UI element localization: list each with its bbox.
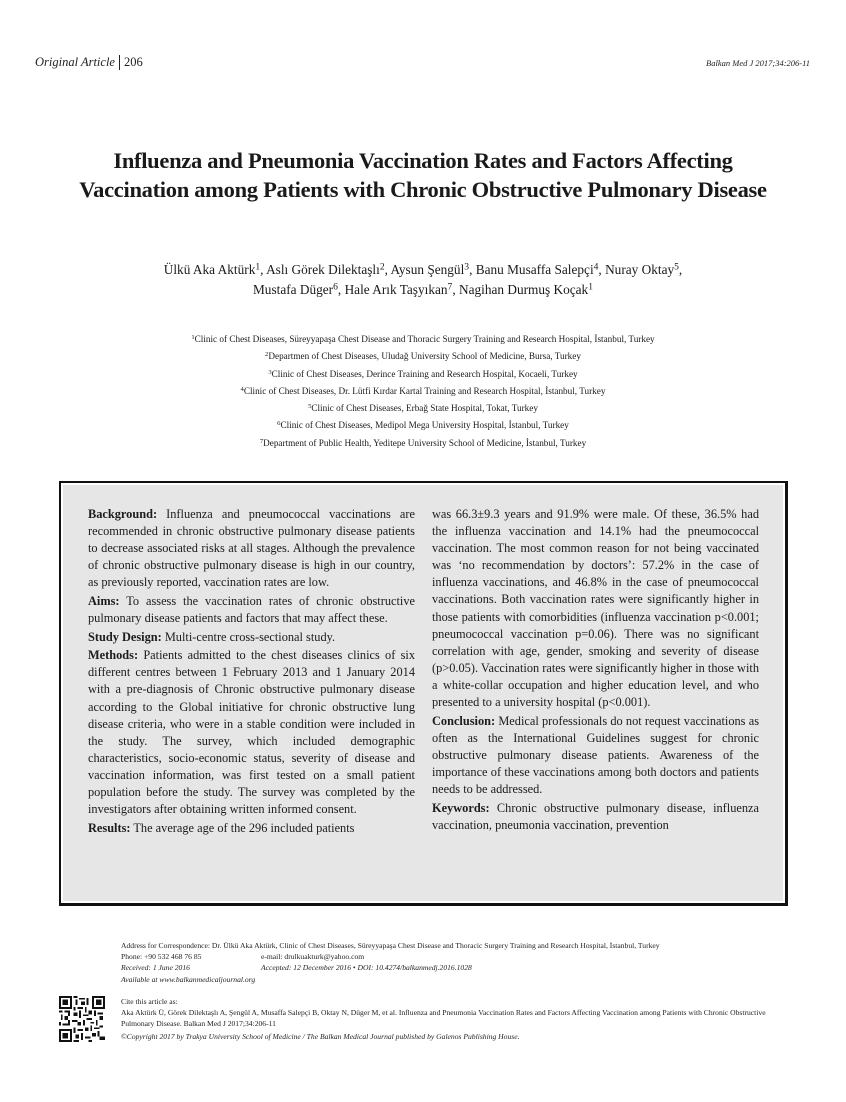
journal-website-link[interactable]: Available at www.balkanmedicaljournal.org [121,974,256,984]
abstract-column-left [88,506,415,837]
author: Banu Musaffa Salepçi$^4$ [475,261,599,277]
affiliation: $^7$Department of Public Health, Yeditepe University School of Medicine, İstanbul, Turkey [259,437,587,448]
divider [119,55,120,70]
author: Aslı Görek Dilektaşlı$^2$ [266,261,385,277]
journal-citation: Balkan Med J 2017;34:206-11 [706,58,810,68]
cite-text: Aka Aktürk Ü, Görek Dilektaşlı A, Şengül A, Musaffa Salepçi B, Oktay N, Düger M, et al. Influenza and Pneumonia Vaccination Rates and Factors Affecting Vaccination among Patients with Chronic Obstructive Pulmonary Disease. Balkan Med J 2017;34:206-11 [121,1008,766,1029]
affiliation: $^3$Clinic of Chest Diseases, Derince Training and Research Hospital, Kocaeli, Turkey [268,368,578,379]
abstract-results-start: Results: The average age of the 296 included patients [88,820,355,835]
section-label: Original Article [35,55,115,69]
copyright-notice: ©Copyright 2017 by Trakya University School of Medicine / The Balkan Medical Journal published by Galenos Publishing House. [121,1031,520,1041]
correspondence-block [121,940,791,985]
affiliation: $^5$Clinic of Chest Diseases, Erbağ State Hospital, Tokat, Turkey [308,403,538,414]
email-link[interactable]: e-mail: drulkuakturk@yahoo.com [261,952,365,962]
abstract-keywords: Keywords: Chronic obstructive pulmonary disease, influenza vaccination, pneumonia vaccination, prevention [432,800,759,832]
affiliation: $^2$Departmen of Chest Diseases, Uludağ University School of Medicine, Bursa, Turkey [265,351,581,362]
author: Nuray Oktay$^5$ [605,261,679,277]
qr-code-icon [59,996,105,1042]
contact-row [121,951,791,962]
abstract-methods: Methods: Patients admitted to the chest diseases clinics of six different centres between 1 February 2013 and 1 January 2014 with a pre-diagnosis of Chronic obstructive pulmonary disease according to the Global initiative for chronic obstructive lung disease criteria, who were in a stable condition were included in the study. The survey, which included demographic characteristics, socio-economic status, severity of disease and vaccination information, was first tested on a small patient population before the study. The survey was completed by the investigators after obtaining written informed consent. [88,648,415,817]
running-head-left [35,55,143,70]
affiliation-list [60,331,786,452]
affiliation: $^6$Clinic of Chest Diseases, Medipol Mega University Hospital, İstanbul, Turkey [277,420,569,431]
abstract-conclusion: Conclusion: Medical professionals do not request vaccinations as often as the International Guidelines suggest for chronic obstructive pulmonary disease patients. Awareness of the importance of these vaccinations among both doctors and patients needs to be addressed. [432,713,759,796]
article-title: Influenza and Pneumonia Vaccination Rates and Factors Affecting Vaccination among Patients with Chronic Obstructive Pulmonary Disease [79,148,767,202]
author: Aysun Şengül$^3$ [390,261,470,277]
citation-block [121,996,791,1042]
abstract-box [59,481,788,906]
affiliation: $^4$Clinic of Chest Diseases, Dr. Lütfi Kırdar Kartal Training and Research Hospital, İstanbul, Turkey [240,385,606,396]
abstract-background: Background: Influenza and pneumococcal vaccinations are recommended in chronic obstructive pulmonary disease patients to decrease associated risks at all stages. Although the prevalence of chronic obstructive pulmonary disease is high in our country, as previously reported, vaccination rates are low. [88,507,415,590]
abstract-column-right [432,506,759,834]
correspondence-address: Address for Correspondence: Dr. Ülkü Aka Aktürk, Clinic of Chest Diseases, Süreyyapaşa Chest Disease and Thoracic Surgery Training and Research Hospital, İstanbul, Turkey [121,941,660,950]
affiliation: $^1$Clinic of Chest Diseases, Süreyyapaşa Chest Disease and Thoracic Surgery Training and Research Hospital, İstanbul, Turkey [191,334,655,344]
received-date: Received: 1 June 2016 [121,963,190,973]
abstract-results-cont: was 66.3±9.3 years and 91.9% were male. Of these, 36.5% had the influenza vaccination and 14.1% had the pneumococcal vaccination. The most common reason for not being vaccinated was ‘no recommendation by doctors’: 57.2% in the case of influenza vaccinations, and 46.8% in the case of pneumococcal vaccinations. Both vaccination rates were significantly higher in those patients with comorbidities (influenza vaccination p<0.001; pneumococcal vaccination p=0.06). There was no significant correlation with age, gender, smoking and severity of disease (p>0.05). Vaccination rates were significantly higher in those with a white-collar occupation and higher education level, and who presented to a university hospital (p<0.001). [432,507,759,710]
accepted-date-doi: Accepted: 12 December 2016 • DOI: 10.4274/balkanmedj.2016.1028 [261,963,472,973]
cite-label: Cite this article as: [121,997,178,1006]
author-list: Ülkü Aka Aktürk$^1$, Aslı Görek Dilektaşlı$^2$, Aysun Şengül$^3$, Banu Musaffa Salepçi$^4$, Nuray Oktay$^5$, Mustafa Düger$^6$, Hale Arık Taşyıkan$^7$, Nagihan Durmuş Koçak$^1$ [163,261,683,297]
author: Ülkü Aka Aktürk$^1$ [163,261,261,277]
phone: Phone: +90 532 468 76 85 [121,952,202,962]
abstract-aims: Aims: To assess the vaccination rates of chronic obstructive pulmonary disease patients and factors that may affect these. [88,593,415,626]
page-number: 206 [123,55,143,69]
author: Mustafa Düger$^6$ [252,281,338,297]
abstract-study-design: Study Design: Multi-centre cross-sectional study. [88,629,336,644]
dates-row [121,962,791,973]
abstract-panel [63,485,783,901]
author: Nagihan Durmuş Koçak$^1$ [458,281,593,297]
author: Hale Arık Taşyıkan$^7$ [344,281,453,297]
